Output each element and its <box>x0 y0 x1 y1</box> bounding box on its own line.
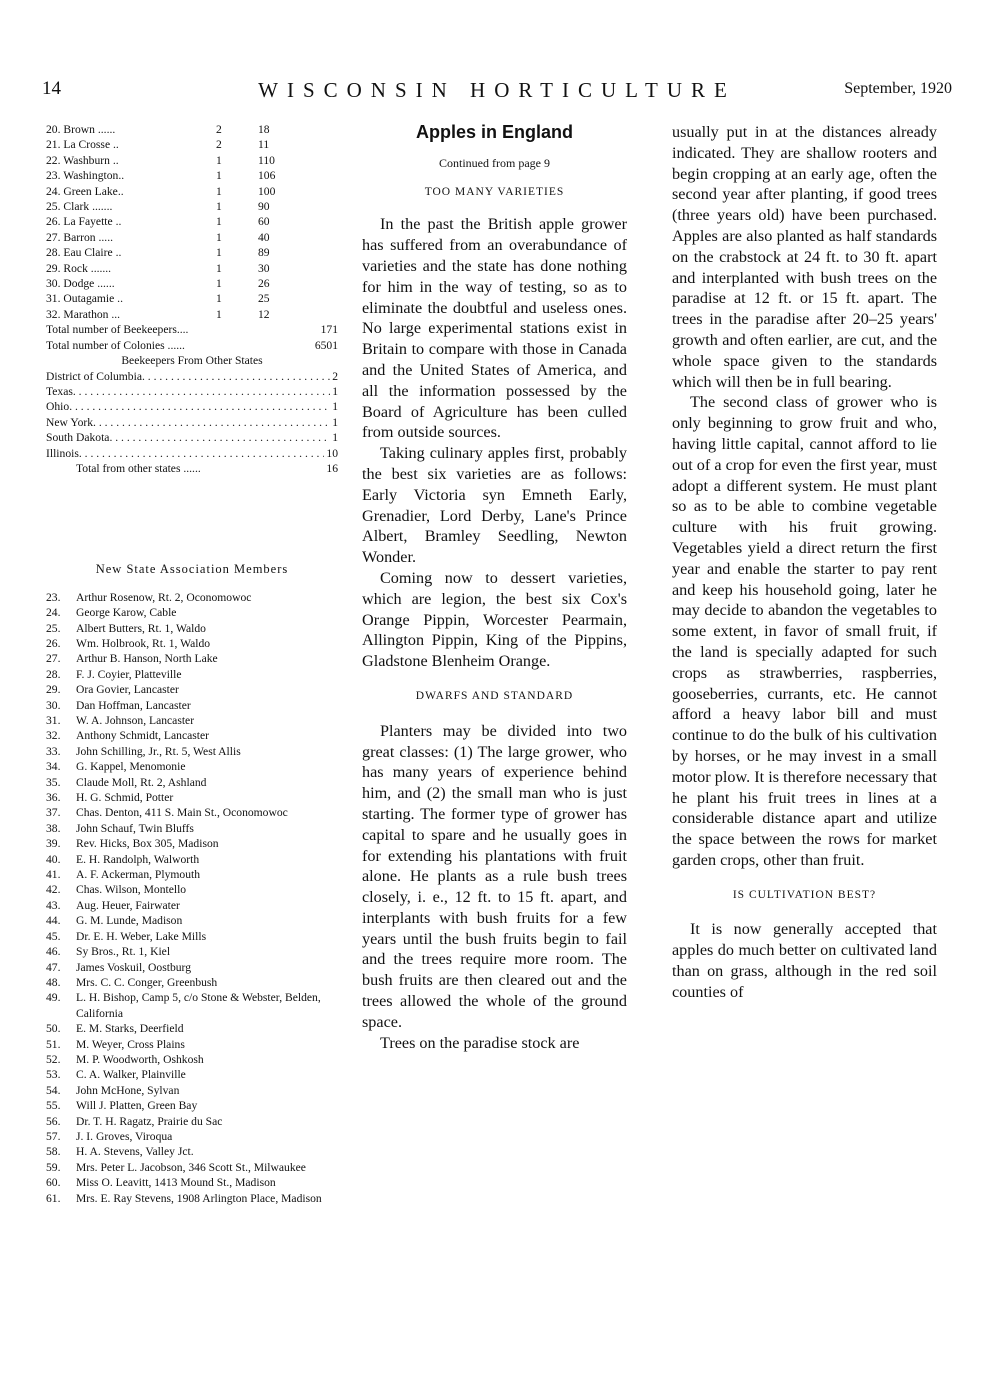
subheading-too-many-varieties: TOO MANY VARIETIES <box>424 185 565 198</box>
county-label: Barron <box>63 230 96 244</box>
county-label: Marathon <box>63 307 109 321</box>
member-number: 27. <box>46 652 61 666</box>
state-name: District of Columbia <box>46 369 142 383</box>
leader-dots: ...... <box>94 123 116 136</box>
member-number: 56. <box>46 1114 61 1128</box>
paragraph: Planters may be divided into two great classes: (1) The large grower, who has many years of experience behind him, and (2) the small man who is just starting. The former type of grower has capital to spare and he usually goes in for extending his plantations with fruit alone. He plants as a rule bush trees closely, i. e., 12 ft. to 15 ft. apart, and interplants with bush fruits for a few years until the bush fruits begin to fail and the trees require more room. The bush fruits are then cleared out and the trees allowed the whole of the ground space. <box>362 721 627 1031</box>
leader-dots: ... <box>108 307 121 321</box>
leader-dots: ..... <box>95 230 113 244</box>
member-number: 48. <box>46 975 61 989</box>
county-name <box>46 291 216 306</box>
county-label: Brown <box>63 123 95 136</box>
member-name-address: Ora Govier, Lancaster <box>76 683 179 697</box>
county-label: La Crosse <box>63 138 111 152</box>
colony-count: 12 <box>258 307 270 321</box>
member-entry <box>46 1037 338 1052</box>
state-name: Texas <box>46 384 73 398</box>
member-name-address: F. J. Coyier, Platteville <box>76 667 182 681</box>
state-count: 10 <box>326 446 338 460</box>
county-row <box>46 276 338 291</box>
member-number: 40. <box>46 852 61 866</box>
member-entry <box>46 913 338 928</box>
other-state-row <box>46 399 338 414</box>
county-number: 26. <box>46 215 61 229</box>
member-entry <box>46 836 338 851</box>
member-number: 25. <box>46 621 61 635</box>
subheading-dwarfs-and-standard: DWARFS AND STANDARD <box>415 689 574 702</box>
county-name <box>46 214 216 229</box>
county-table <box>46 122 338 322</box>
issue-date: September, 1920 <box>844 80 952 97</box>
member-name-address: Claude Moll, Rt. 2, Ashland <box>76 775 207 789</box>
member-number: 26. <box>46 636 61 650</box>
county-name <box>46 153 216 168</box>
leader-dots: .. <box>118 169 125 183</box>
county-label: Eau Claire <box>63 246 113 260</box>
member-entry <box>46 1114 338 1129</box>
county-number: 22. <box>46 153 61 167</box>
member-entry <box>46 898 338 913</box>
colony-count: 89 <box>258 246 270 260</box>
journal-title: WISCONSIN HORTICULTURE <box>258 78 736 102</box>
colony-count: 25 <box>258 292 270 306</box>
beekeeper-count: 1 <box>216 292 222 306</box>
leader-dots <box>69 399 330 414</box>
other-state-row <box>46 384 338 399</box>
other-state-row <box>46 446 338 461</box>
member-name-address: Chas. Denton, 411 S. Main St., Oconomowoc <box>76 806 288 820</box>
member-entry <box>46 929 338 944</box>
member-number: 37. <box>46 806 61 820</box>
county-row <box>46 153 338 168</box>
member-name-address: Mrs. Peter L. Jacobson, 346 Scott St., Milwaukee <box>76 1160 306 1174</box>
beekeeper-count: 1 <box>216 277 222 291</box>
colony-count: 106 <box>258 169 276 183</box>
county-name <box>46 276 216 291</box>
total-colonies-row <box>46 338 338 353</box>
county-number: 20. <box>46 123 61 136</box>
continued-note: Continued from page 9 <box>439 155 550 170</box>
other-states-total-value: 16 <box>326 461 338 475</box>
member-name-address: James Voskuil, Oostburg <box>76 960 191 974</box>
member-name-address: H. G. Schmid, Potter <box>76 791 174 805</box>
member-name-address: Mrs. C. C. Conger, Greenbush <box>76 975 218 989</box>
county-row <box>46 122 338 137</box>
county-row <box>46 230 338 245</box>
member-entry <box>46 1160 338 1175</box>
state-count: 2 <box>332 369 338 383</box>
county-label: Washburn <box>63 153 110 167</box>
member-entry <box>46 636 338 651</box>
member-entry <box>46 867 338 882</box>
member-entry <box>46 882 338 897</box>
other-state-row <box>46 415 338 430</box>
other-states-list <box>46 369 338 461</box>
other-states-heading: Beekeepers From Other States <box>121 354 263 368</box>
county-name <box>46 307 216 322</box>
member-name-address: A. F. Ackerman, Plymouth <box>76 868 201 882</box>
beekeeper-count: 1 <box>216 215 222 229</box>
member-number: 46. <box>46 945 61 959</box>
member-entry <box>46 1144 338 1159</box>
member-name-address: L. H. Bishop, Camp 5, c/o Stone & Webster, Belden, California <box>76 991 321 1020</box>
member-number: 38. <box>46 821 61 835</box>
member-entry <box>46 1129 338 1144</box>
state-count: 1 <box>332 400 338 414</box>
county-row <box>46 199 338 214</box>
total-colonies-label: Total number of Colonies ...... <box>46 338 185 352</box>
member-entry <box>46 805 338 820</box>
member-number: 57. <box>46 1129 61 1143</box>
county-name <box>46 199 216 214</box>
county-label: Green Lake <box>63 184 118 198</box>
member-number: 35. <box>46 775 61 789</box>
member-entry <box>46 605 338 620</box>
state-name: Illinois <box>46 446 79 460</box>
county-name <box>46 245 216 260</box>
member-entry <box>46 1098 338 1113</box>
member-number: 59. <box>46 1160 61 1174</box>
member-name-address: John Schilling, Jr., Rt. 5, West Allis <box>76 744 241 758</box>
member-name-address: Arthur B. Hanson, North Lake <box>76 652 218 666</box>
county-number: 25. <box>46 200 61 214</box>
member-name-address: Dr. E. H. Weber, Lake Mills <box>76 929 207 943</box>
beekeeper-count: 1 <box>216 184 222 198</box>
member-entry <box>46 682 338 697</box>
other-state-row <box>46 369 338 384</box>
paragraph: It is now generally accepted that apples do much better on cultivated land than on grass, although in the red soil counties of <box>672 920 937 1001</box>
member-entry <box>46 651 338 666</box>
member-name-address: Dan Hoffman, Lancaster <box>76 698 191 712</box>
county-number: 29. <box>46 261 61 275</box>
paragraph: Trees on the paradise stock are <box>380 1033 580 1052</box>
county-row <box>46 168 338 183</box>
member-entry <box>46 713 338 728</box>
member-entry <box>46 1191 338 1206</box>
member-name-address: Albert Butters, Rt. 1, Waldo <box>76 621 206 635</box>
member-entry <box>46 590 338 605</box>
page-header <box>42 78 952 108</box>
member-name-address: Sy Bros., Rt. 1, Kiel <box>76 945 171 959</box>
paragraph: The second class of grower who is only beginning to grow fruit and who, having little capital, cannot afford to lie out of a crop for even the first year, must adopt a different system. He must plant so as to be able to combine vegetable culture with his fruit growing. Vegetables yield a direct return the first year and enable the starter to pay rent and keep his household going, later he may decide to abandon the vegetables to some extent, in favor of small fruit, if the land is specially adapted for such crops as strawberries, raspberries, gooseberries, currants, etc. He cannot afford a heavy labor bill and must continue to do the bulk of his cultivation by horses, or he may invest in a small motor plow. It is therefore necessary that he plant his fruit trees in lines at a considerable distance apart and utilize the space between the rows for market garden crops, other than fruit. <box>672 393 937 869</box>
county-number: 23. <box>46 169 61 183</box>
member-name-address: Chas. Wilson, Montello <box>76 883 187 897</box>
county-row <box>46 307 338 322</box>
county-name <box>46 168 216 183</box>
paragraph: usually put in at the distances already indicated. They are shallow rooters and begin cropping at an early age, often the second year after planting, if good trees (three years old) have been purchased. Apples are also planted as half standards on the crabstock at 24 ft. to 30 ft. apart and interplanted with bush trees on the paradise at 12 ft. or 15 ft. apart. The trees in the paradise after 20–25 years' growth and often earlier, are cut, and the whole space given to the standards which will then be in full bearing. <box>672 123 937 391</box>
member-name-address: E. H. Randolph, Walworth <box>76 852 200 866</box>
member-number: 47. <box>46 960 61 974</box>
county-name <box>46 230 216 245</box>
beekeeper-count: 1 <box>216 200 222 214</box>
member-entry <box>46 960 338 975</box>
leader-dots <box>109 430 330 445</box>
state-name: Ohio <box>46 400 70 414</box>
leader-dots <box>79 446 325 461</box>
member-name-address: C. A. Walker, Plainville <box>76 1068 186 1082</box>
paragraph: Taking culinary apples first, probably the best six varieties are as follows: Early Victoria syn Emneth Early, Grenadier, Lord Derby, Lane's Prince Albert, Bramley Seedling, Newton Wonder. <box>362 444 627 567</box>
member-entry <box>46 1067 338 1082</box>
total-beekeepers-row <box>46 322 338 337</box>
county-row <box>46 214 338 229</box>
total-colonies-value: 6501 <box>314 338 338 352</box>
right-column <box>672 122 937 1003</box>
member-entry <box>46 728 338 743</box>
member-name-address: G. M. Lunde, Madison <box>76 914 183 928</box>
leader-dots <box>73 384 330 399</box>
county-number: 30. <box>46 277 61 291</box>
other-states-total-label: Total from other states ...... <box>76 461 201 475</box>
colony-count: 100 <box>258 184 276 198</box>
member-entry <box>46 744 338 759</box>
state-count: 1 <box>332 415 338 429</box>
colony-count: 40 <box>258 230 270 244</box>
member-entry <box>46 1021 338 1036</box>
member-name-address: W. A. Johnson, Lancaster <box>76 714 195 727</box>
member-number: 49. <box>46 991 61 1005</box>
member-entry <box>46 698 338 713</box>
beekeeper-count: 1 <box>216 261 222 275</box>
member-entry <box>46 790 338 805</box>
member-entry <box>46 852 338 867</box>
member-name-address: Wm. Holbrook, Rt. 1, Waldo <box>76 636 211 650</box>
article-title: Apples in England <box>415 122 573 142</box>
state-name: New York <box>46 415 94 429</box>
state-name: South Dakota <box>46 431 110 445</box>
member-entry <box>46 944 338 959</box>
member-number: 55. <box>46 1099 61 1113</box>
members-list <box>46 590 338 1206</box>
beekeeper-count: 1 <box>216 246 222 260</box>
leader-dots: .. <box>117 184 124 198</box>
member-entry <box>46 775 338 790</box>
member-name-address: M. P. Woodworth, Oshkosh <box>76 1052 204 1066</box>
county-label: Dodge <box>63 277 95 291</box>
county-label: Outagamie <box>63 292 115 306</box>
member-entry <box>46 667 338 682</box>
member-number: 44. <box>46 914 61 928</box>
member-number: 39. <box>46 837 61 851</box>
member-number: 36. <box>46 791 61 805</box>
county-row <box>46 291 338 306</box>
county-name <box>46 122 216 137</box>
member-name-address: H. A. Stevens, Valley Jct. <box>76 1145 194 1159</box>
member-name-address: Miss O. Leavitt, 1413 Mound St., Madison <box>76 1176 276 1190</box>
county-name <box>46 184 216 199</box>
leader-dots <box>142 369 330 384</box>
colony-count: 90 <box>258 200 270 214</box>
leader-dots: ...... <box>94 277 115 291</box>
colony-count: 18 <box>258 123 270 136</box>
county-row <box>46 137 338 152</box>
leader-dots: .. <box>112 215 122 229</box>
beekeeper-count: 1 <box>216 230 222 244</box>
member-name-address: Dr. T. H. Ragatz, Prairie du Sac <box>76 1114 223 1128</box>
member-number: 45. <box>46 929 61 943</box>
member-entry <box>46 1083 338 1098</box>
member-number: 23. <box>46 590 61 604</box>
member-number: 32. <box>46 729 61 743</box>
county-number: 31. <box>46 292 61 306</box>
member-name-address: Anthony Schmidt, Lancaster <box>76 729 209 743</box>
member-name-address: J. I. Groves, Viroqua <box>76 1129 173 1143</box>
member-entry <box>46 975 338 990</box>
member-entry <box>46 821 338 836</box>
county-name <box>46 261 216 276</box>
member-name-address: E. M. Starks, Deerfield <box>76 1022 184 1036</box>
member-number: 53. <box>46 1068 61 1082</box>
member-number: 52. <box>46 1052 61 1066</box>
member-entry <box>46 621 338 636</box>
leader-dots: ....... <box>89 200 113 214</box>
member-name-address: Mrs. E. Ray Stevens, 1908 Arlington Place, Madison <box>76 1191 322 1205</box>
paragraph: In the past the British apple grower has suffered from an overabundance of varieties and the state has done nothing for him in the way of testing, so as to eliminate the doubtful and useless ones. No large experimental stations exist in Britain to compare with those in Canada and the United States of America, and all the information possessed by the Board of Agriculture has been culled from outside sources. <box>362 215 627 442</box>
county-row <box>46 184 338 199</box>
other-states-total-row <box>46 461 338 476</box>
member-number: 34. <box>46 760 61 774</box>
beekeeper-count: 1 <box>216 307 222 321</box>
leader-dots: .. <box>114 292 123 306</box>
colony-count: 30 <box>258 261 270 275</box>
member-number: 54. <box>46 1083 61 1097</box>
member-name-address: John Schauf, Twin Bluffs <box>76 821 194 835</box>
member-name-address: Will J. Platten, Green Bay <box>76 1099 198 1113</box>
member-name-address: George Karow, Cable <box>76 606 177 620</box>
member-entry <box>46 759 338 774</box>
member-number: 29. <box>46 683 61 697</box>
member-number: 33. <box>46 744 61 758</box>
leader-dots: .. <box>110 138 119 152</box>
leader-dots: ....... <box>87 261 112 275</box>
county-label: La Fayette <box>63 215 113 229</box>
state-count: 1 <box>332 384 338 398</box>
total-beekeepers-label: Total number of Beekeepers.... <box>46 323 189 337</box>
member-entry <box>46 1052 338 1067</box>
member-number: 42. <box>46 883 61 897</box>
member-number: 31. <box>46 714 61 727</box>
member-number: 24. <box>46 606 61 620</box>
other-state-row <box>46 430 338 445</box>
members-heading: New State Association Members <box>95 562 289 577</box>
member-name-address: G. Kappel, Menomonie <box>76 760 186 774</box>
county-label: Clark <box>63 200 90 214</box>
county-row <box>46 261 338 276</box>
member-number: 43. <box>46 898 61 912</box>
member-number: 50. <box>46 1022 61 1036</box>
colony-count: 26 <box>258 277 270 291</box>
member-number: 61. <box>46 1191 61 1205</box>
county-name <box>46 137 216 152</box>
member-number: 41. <box>46 868 61 882</box>
member-number: 51. <box>46 1037 61 1051</box>
colony-count: 11 <box>258 138 270 152</box>
county-label: Washington <box>63 169 119 183</box>
colony-count: 60 <box>258 215 270 229</box>
member-name-address: John McHone, Sylvan <box>76 1083 180 1097</box>
member-number: 30. <box>46 698 61 712</box>
beekeeper-count: 1 <box>216 153 222 167</box>
member-entry <box>46 1175 338 1190</box>
member-number: 58. <box>46 1145 61 1159</box>
county-number: 27. <box>46 230 61 244</box>
county-number: 21. <box>46 138 61 152</box>
leader-dots <box>93 415 330 430</box>
page-number: 14 <box>42 78 61 99</box>
county-number: 28. <box>46 246 61 260</box>
beekeeper-count: 2 <box>216 123 222 136</box>
leader-dots: .. <box>112 246 122 260</box>
total-beekeepers-value: 171 <box>320 323 338 337</box>
member-name-address: M. Weyer, Cross Plains <box>76 1037 185 1051</box>
colony-count: 110 <box>258 153 275 167</box>
member-number: 60. <box>46 1176 61 1190</box>
member-number: 28. <box>46 667 61 681</box>
paragraph: Coming now to dessert varieties, which are legion, the best six Cox's Orange Pippin, Worcester Pearmain, Allington Pippin, King of the Pippins, Gladstone Blenheim Orange. <box>362 568 627 671</box>
beekeeper-count: 2 <box>216 138 222 152</box>
middle-column <box>362 118 627 1053</box>
member-name-address: Rev. Hicks, Box 305, Madison <box>76 837 219 851</box>
left-column <box>46 122 338 1206</box>
subheading-is-cultivation-best: IS CULTIVATION BEST? <box>732 888 877 901</box>
county-number: 24. <box>46 184 61 198</box>
state-count: 1 <box>332 431 338 445</box>
leader-dots: .. <box>109 153 119 167</box>
county-label: Rock <box>63 261 88 275</box>
member-name-address: Aug. Heuer, Fairwater <box>76 898 180 912</box>
beekeeper-count: 1 <box>216 169 222 183</box>
member-name-address: Arthur Rosenow, Rt. 2, Oconomowoc <box>76 590 252 604</box>
county-row <box>46 245 338 260</box>
county-number: 32. <box>46 307 61 321</box>
member-entry <box>46 990 338 1021</box>
